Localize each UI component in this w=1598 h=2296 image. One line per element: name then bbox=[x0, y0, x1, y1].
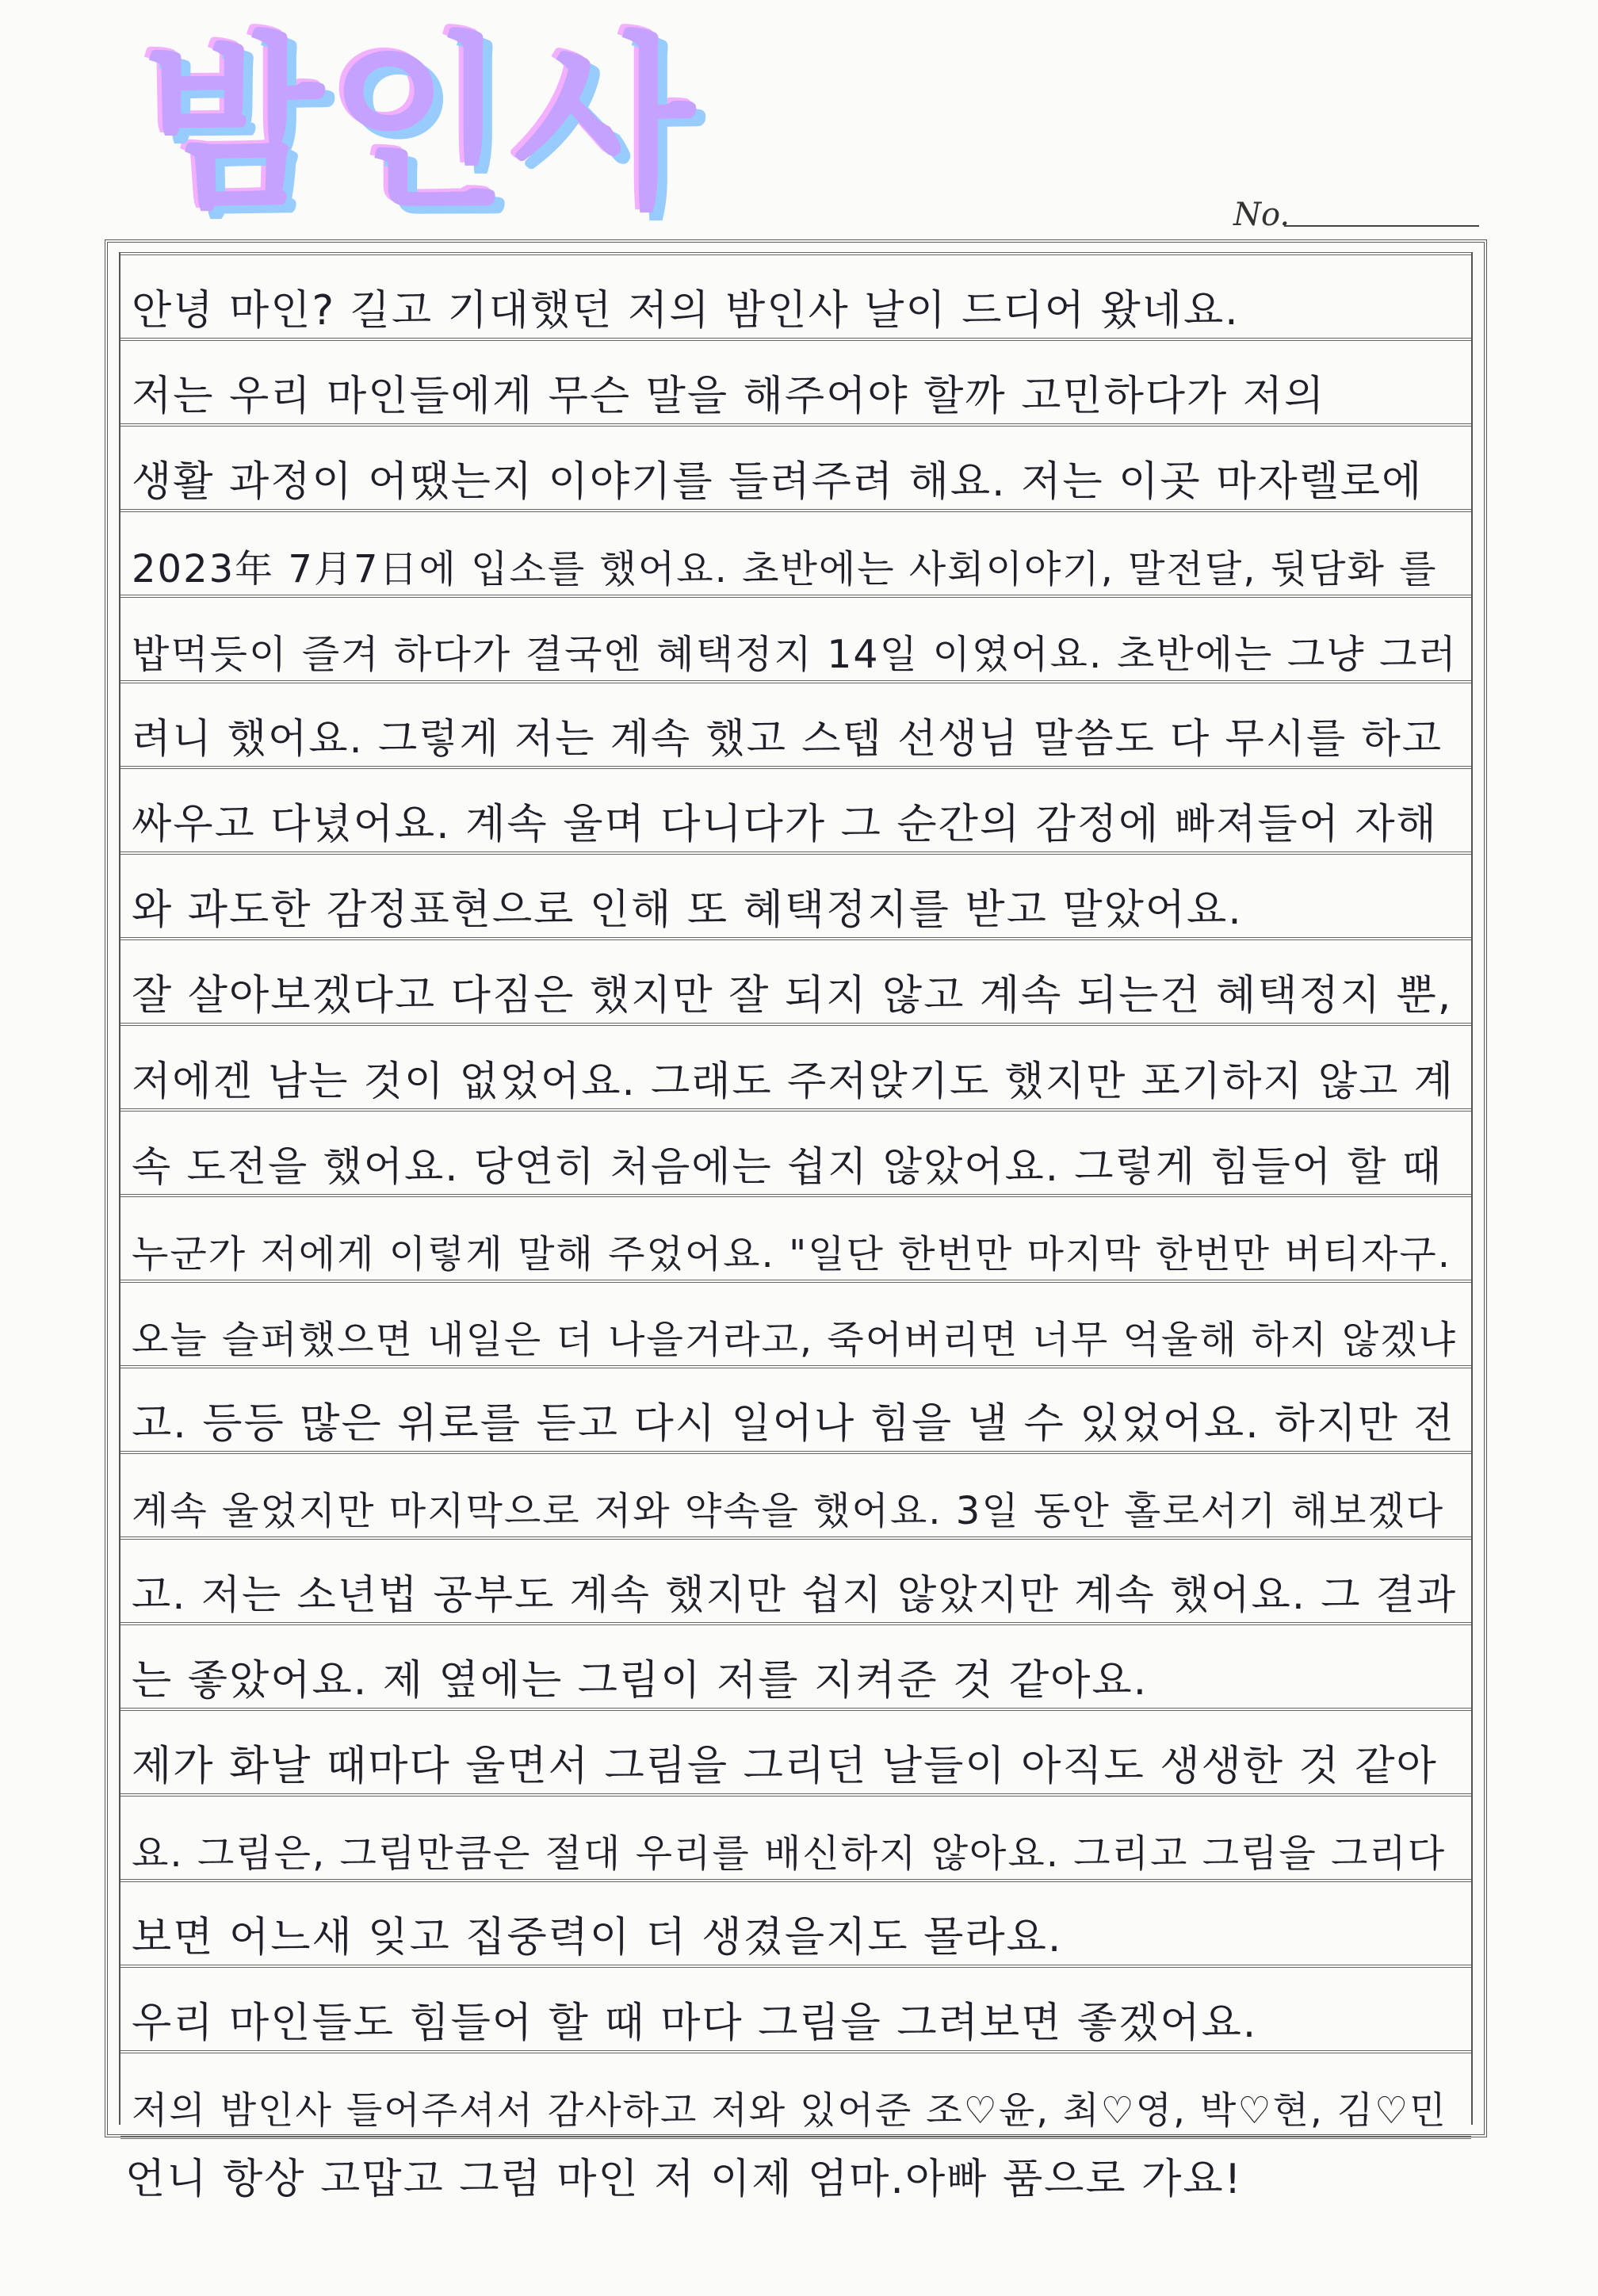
ruled-line bbox=[120, 766, 1471, 851]
handwritten-text-line: 계속 울었지만 마지막으로 저와 약속을 했어요. 3일 동안 홀로서기 해보겠다 bbox=[132, 1489, 1445, 1533]
number-blank-line bbox=[1284, 225, 1479, 227]
ruled-line bbox=[120, 851, 1471, 937]
ruled-line bbox=[120, 1879, 1471, 1965]
page-title: 밤인사 bbox=[143, 16, 699, 234]
handwritten-text-line: 속 도전을 했어요. 당연히 처음에는 쉽지 않았어요. 그렇게 힘들어 할 때 bbox=[132, 1144, 1443, 1191]
handwritten-text-line: 누군가 저에게 이렇게 말해 주었어요. "일단 한번만 마지막 한번만 버티자구. bbox=[132, 1232, 1451, 1276]
ruled-line bbox=[120, 1023, 1471, 1108]
ruled-line bbox=[120, 1194, 1471, 1280]
ruled-line bbox=[120, 1793, 1471, 1879]
handwritten-text-line: 안녕 마인? 길고 기대했던 저의 밤인사 날이 드디어 왔네요. bbox=[132, 287, 1240, 335]
ruled-line bbox=[120, 1280, 1471, 1365]
ruled-line bbox=[120, 1451, 1471, 1536]
handwritten-text-line: 보면 어느새 잊고 집중력이 더 생겼을지도 몰라요. bbox=[132, 1914, 1063, 1961]
ruled-line-bottom bbox=[120, 2136, 1471, 2139]
ruled-line bbox=[120, 252, 1471, 338]
handwritten-text-line: 고. 등등 많은 위로를 듣고 다시 일어나 힘을 낼 수 있었어요. 하지만 전 bbox=[132, 1400, 1455, 1448]
ruled-line bbox=[120, 1536, 1471, 1622]
handwritten-text-line: 우리 마인들도 힘들어 할 때 마다 그림을 그려보면 좋겠어요. bbox=[132, 1999, 1258, 2047]
ruled-line bbox=[120, 1965, 1471, 2050]
handwritten-text-line: 저의 밤인사 들어주셔서 감사하고 저와 있어준 조♡윤, 최♡영, 박♡현, 김♡민 bbox=[132, 2089, 1447, 2133]
handwritten-text-line: 요. 그림은, 그림만큼은 절대 우리를 배신하지 않아요. 그리고 그림을 그리다 bbox=[132, 1831, 1447, 1876]
ruled-line bbox=[120, 1708, 1471, 1793]
ruled-line bbox=[120, 2050, 1471, 2136]
ruled-line bbox=[120, 680, 1471, 766]
handwritten-text-line: 저는 우리 마인들에게 무슨 말을 해주어야 할까 고민하다가 저의 bbox=[132, 373, 1326, 420]
handwritten-text-line: 밥먹듯이 즐겨 하다가 결국엔 혜택정지 14일 이였어요. 초반에는 그냥 그러 bbox=[132, 632, 1458, 677]
ruled-area bbox=[119, 252, 1473, 2133]
handwritten-text-line: 는 좋았어요. 제 옆에는 그림이 저를 지켜준 것 같아요. bbox=[132, 1657, 1149, 1705]
handwritten-text-line: 저에겐 남는 것이 없었어요. 그래도 주저앉기도 했지만 포기하지 않고 계 bbox=[132, 1058, 1455, 1105]
ruled-line bbox=[120, 509, 1471, 595]
handwritten-text-line: 제가 화날 때마다 울면서 그림을 그리던 날들이 아직도 생생한 것 같아 bbox=[132, 1743, 1438, 1790]
ruled-line bbox=[120, 937, 1471, 1023]
handwritten-text-line: 고. 저는 소년법 공부도 계속 했지만 쉽지 않았지만 계속 했어요. 그 결과 bbox=[132, 1572, 1458, 1619]
ruled-line bbox=[120, 595, 1471, 680]
handwritten-text-line: 려니 했어요. 그렇게 저는 계속 했고 스텝 선생님 말씀도 다 무시를 하고 bbox=[132, 716, 1443, 763]
handwritten-text-line: 싸우고 다녔어요. 계속 울며 다니다가 그 순간의 감정에 빠져들어 자해 bbox=[132, 801, 1438, 848]
handwritten-text-line: 2023年 7月7日에 입소를 했어요. 초반에는 사회이야기, 말전달, 뒷담화 를 bbox=[132, 547, 1438, 591]
closing-line: 언니 항상 고맙고 그럼 마인 저 이제 엄마.아빠 품으로 가요! bbox=[125, 2156, 1243, 2203]
handwritten-text-line: 와 과도한 감정표현으로 인해 또 혜택정지를 받고 말았어요. bbox=[132, 886, 1243, 934]
number-label: No. bbox=[1233, 197, 1290, 233]
handwritten-text-line: 생활 과정이 어땠는지 이야기를 들려주려 해요. 저는 이곳 마자렐로에 bbox=[132, 458, 1424, 506]
ruled-line bbox=[120, 1365, 1471, 1451]
ruled-line bbox=[120, 423, 1471, 509]
handwritten-text-line: 잘 살아보겠다고 다짐은 했지만 잘 되지 않고 계속 되는건 혜택정지 뿐, bbox=[132, 972, 1453, 1020]
ruled-line bbox=[120, 1108, 1471, 1194]
handwritten-text-line: 오늘 슬퍼했으면 내일은 더 나을거라고, 죽어버리면 너무 억울해 하지 않겠냐 bbox=[132, 1318, 1457, 1362]
ruled-line bbox=[120, 338, 1471, 423]
ruled-line bbox=[120, 1622, 1471, 1708]
